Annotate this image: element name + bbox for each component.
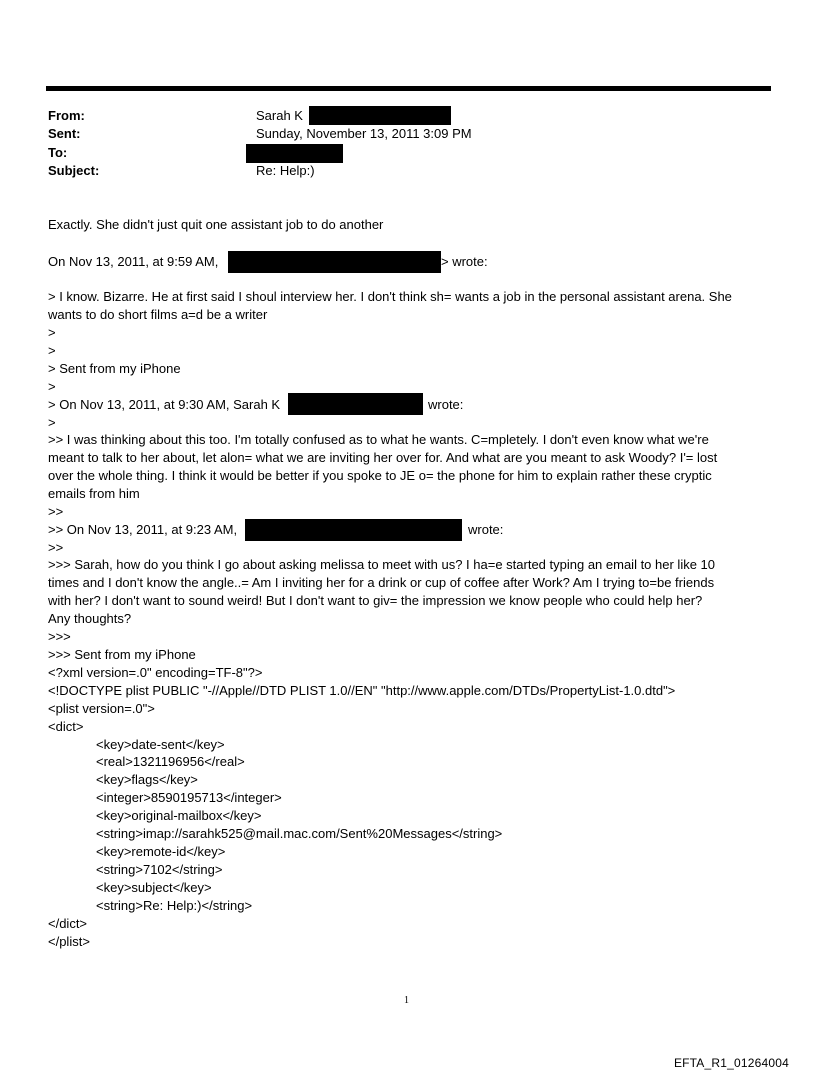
body-line: > wrote: bbox=[441, 254, 488, 269]
body-line: <plist version=.0"> bbox=[48, 701, 155, 716]
body-line: >>> Sent from my iPhone bbox=[48, 647, 196, 662]
body-line: Any thoughts? bbox=[48, 611, 132, 626]
redaction-bar bbox=[246, 144, 343, 163]
from-value: Sarah K bbox=[256, 108, 303, 123]
page-number: 1 bbox=[404, 995, 409, 1006]
body-line: <string>Re: Help:)</string> bbox=[96, 898, 253, 913]
body-line: <integer>8590195713</integer> bbox=[96, 790, 282, 805]
body-line: >>> bbox=[48, 629, 71, 644]
body-line: times and I don't know the angle..= Am I inviting her for a drink or cup of coffee after Work? Am I trying to=be friends bbox=[48, 575, 715, 590]
body-line: <string>imap://sarahk525@mail.mac.com/Sent%20Messages</string> bbox=[96, 826, 503, 841]
subject-value: Re: Help:) bbox=[256, 163, 315, 178]
body-line: <key>flags</key> bbox=[96, 772, 198, 787]
body-line: </dict> bbox=[48, 916, 88, 931]
body-line: <dict> bbox=[48, 719, 84, 734]
body-line: wrote: bbox=[468, 522, 504, 537]
body-line: meant to talk to her about, let alon= what we are inviting her over for. And what are you meant to ask Woody? I'= lost bbox=[48, 450, 718, 465]
header-rule bbox=[46, 86, 771, 91]
body-line: <real>1321196956</real> bbox=[96, 754, 245, 769]
body-line: > I know. Bizarre. He at first said I shoul interview her. I don't think sh= wants a job in the personal assistant arena. She bbox=[48, 289, 732, 304]
redaction-bar bbox=[245, 519, 462, 541]
body-line: >>> Sarah, how do you think I go about asking melissa to meet with us? I ha=e started typing an email to her like 10 bbox=[48, 557, 716, 572]
redaction-bar bbox=[288, 393, 423, 415]
body-line: > bbox=[48, 343, 56, 358]
body-line: wrote: bbox=[428, 397, 464, 412]
body-line: <string>7102</string> bbox=[96, 862, 223, 877]
body-line: wants to do short films a=d be a writer bbox=[48, 307, 268, 322]
body-line: > bbox=[48, 325, 56, 340]
body-line: <key>date-sent</key> bbox=[96, 737, 225, 752]
body-line: <key>remote-id</key> bbox=[96, 844, 226, 859]
body-line: >> bbox=[48, 540, 64, 555]
body-line: <?xml version=.0" encoding=TF-8"?> bbox=[48, 665, 263, 680]
body-line: over the whole thing. I think it would be better if you spoke to JE o= the phone for him to explain rather these cryptic bbox=[48, 468, 712, 483]
body-line: >> I was thinking about this too. I'm totally confused as to what he wants. C=mpletely. I don't even know what we're bbox=[48, 432, 709, 447]
sent-label: Sent: bbox=[48, 126, 81, 141]
body-line: > bbox=[48, 379, 56, 394]
redaction-bar bbox=[228, 251, 441, 273]
from-label: From: bbox=[48, 108, 85, 123]
sent-value: Sunday, November 13, 2011 3:09 PM bbox=[256, 126, 472, 141]
to-label: To: bbox=[48, 145, 68, 160]
body-line: <key>subject</key> bbox=[96, 880, 212, 895]
body-line: Exactly. She didn't just quit one assistant job to do another bbox=[48, 217, 384, 232]
redaction-bar bbox=[309, 106, 451, 125]
subject-label: Subject: bbox=[48, 163, 100, 178]
document-id: EFTA_R1_01264004 bbox=[673, 1056, 789, 1070]
body-line: <key>original-mailbox</key> bbox=[96, 808, 262, 823]
body-line: >> bbox=[48, 504, 64, 519]
body-line: On Nov 13, 2011, at 9:59 AM, bbox=[48, 254, 219, 269]
body-line: </plist> bbox=[48, 934, 90, 949]
body-line: >> On Nov 13, 2011, at 9:23 AM, bbox=[48, 522, 238, 537]
body-line: with her? I don't want to sound weird! But I don't want to giv= the impression we know people who could help her? bbox=[48, 593, 703, 608]
body-line: > Sent from my iPhone bbox=[48, 361, 181, 376]
body-line: > On Nov 13, 2011, at 9:30 AM, Sarah K bbox=[48, 397, 281, 412]
body-line: emails from him bbox=[48, 486, 140, 501]
body-line: <!DOCTYPE plist PUBLIC "-//Apple//DTD PLIST 1.0//EN" "http://www.apple.com/DTDs/PropertyList-1.0.dtd"> bbox=[48, 683, 676, 698]
body-line: > bbox=[48, 415, 56, 430]
